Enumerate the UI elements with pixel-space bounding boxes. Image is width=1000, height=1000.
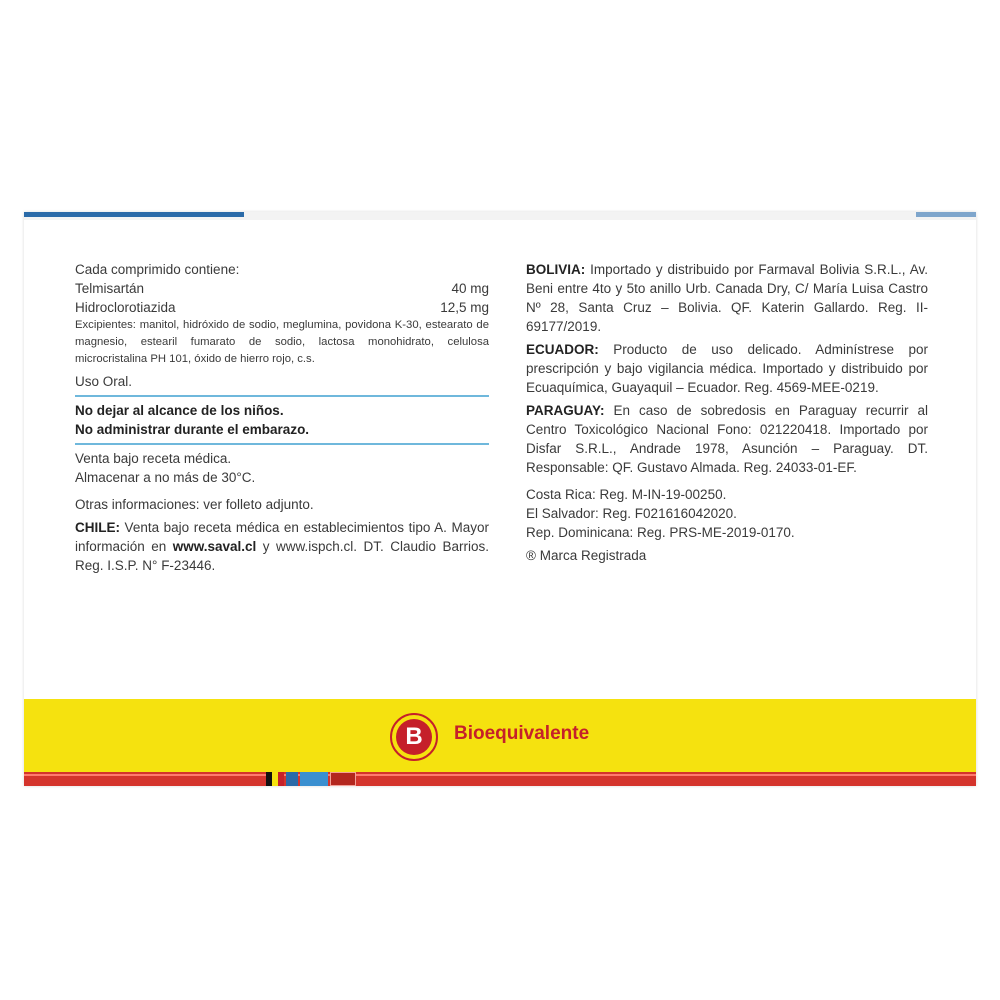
trademark-text: ® Marca Registrada <box>526 548 647 563</box>
route-text: Uso Oral. <box>75 374 133 389</box>
divider <box>75 395 489 397</box>
composition-heading: Cada comprimido contiene: <box>75 262 240 277</box>
paraguay-text: En caso de sobredosis en Paraguay recurrir al Centro Toxicológico Nacional Fono: 021220418. Importado por Disfar S.R.L., Andrade 1978, Asunción – Paraguay. DT. Responsable: QF. Gustavo Almada. Reg. 24033-01-EF. <box>526 403 928 475</box>
left-column <box>75 260 489 575</box>
chile-label: CHILE: <box>75 520 120 535</box>
chile-text-2: y www.ispch.cl. DT. Claudio Barrios. Reg. I.S.P. N° F-23446. <box>75 539 489 573</box>
ingredient-row <box>75 279 489 298</box>
bolivia-info <box>526 260 928 336</box>
top-blue-stripe-right <box>916 212 976 217</box>
ingredient-amount: 12,5 mg <box>440 300 489 315</box>
flag-segment <box>300 772 328 786</box>
ingredient-row <box>75 298 489 317</box>
box-top-edge <box>24 212 976 220</box>
saval-link: www.saval.cl <box>172 539 257 554</box>
chile-info <box>75 518 489 575</box>
top-blue-stripe-left <box>24 212 244 217</box>
ingredient-name: Telmisartán <box>75 281 145 296</box>
ingredient-name: Hidroclorotiazida <box>75 300 176 315</box>
paraguay-label: PARAGUAY: <box>526 403 605 418</box>
flag-segment <box>330 772 356 786</box>
bolivia-text: Importado y distribuido por Farmaval Bolivia S.R.L., Av. Beni entre 4to y 5to anillo Urb. Canada Dry, C/ María Luisa Castro Nº 28, Santa Cruz – Bolivia. QF. Katerin Gallardo. Reg. II-69177/2019. <box>526 262 928 334</box>
warning-children: No dejar al alcance de los niños. <box>75 403 284 418</box>
right-column <box>526 260 928 565</box>
excipients-text: Excipientes: manitol, hidróxido de sodio, meglumina, povidona K-30, estearato de magnesio, estearil fumarato de sodio, lactosa monohidrato, celulosa microcristalina PH 101, óxido de hierro rojo, c.s. <box>75 319 489 365</box>
red-strip <box>24 772 976 786</box>
ingredient-amount: 40 mg <box>451 281 489 296</box>
ecuador-text: Producto de uso delicado. Adminístrese por prescripción y bajo vigilancia médica. Importado y distribuido por Ecuaquímica, Guayaquil – Ecuador. Reg. 4569-MEE-0219. <box>526 342 928 395</box>
warning-pregnancy: No administrar durante el embarazo. <box>75 422 310 437</box>
prescription-text: Venta bajo receta médica. <box>75 451 232 466</box>
chile-text: Venta bajo receta médica en establecimientos tipo A. Mayor información en <box>75 520 489 554</box>
flag-segment <box>278 772 284 786</box>
divider <box>75 443 489 445</box>
paraguay-info <box>526 401 928 477</box>
rep-dominicana-reg: Rep. Dominicana: Reg. PRS-ME-2019-0170. <box>526 525 795 540</box>
other-info-text: Otras informaciones: ver folleto adjunto. <box>75 497 314 512</box>
ecuador-label: ECUADOR: <box>526 342 599 357</box>
medicine-box-back <box>24 212 976 786</box>
ecuador-info <box>526 340 928 397</box>
red-strip-line <box>24 774 976 776</box>
costa-rica-reg: Costa Rica: Reg. M-IN-19-00250. <box>526 487 727 502</box>
bolivia-label: BOLIVIA: <box>526 262 586 277</box>
storage-text: Almacenar a no más de 30°C. <box>75 470 256 485</box>
bioequivalent-label: Bioequivalente <box>454 723 590 744</box>
bioequivalent-badge <box>390 713 438 761</box>
badge-letter: B <box>396 719 432 755</box>
bioequivalent-band <box>24 699 976 772</box>
el-salvador-reg: El Salvador: Reg. F021616042020. <box>526 506 737 521</box>
flag-segment <box>286 772 298 786</box>
